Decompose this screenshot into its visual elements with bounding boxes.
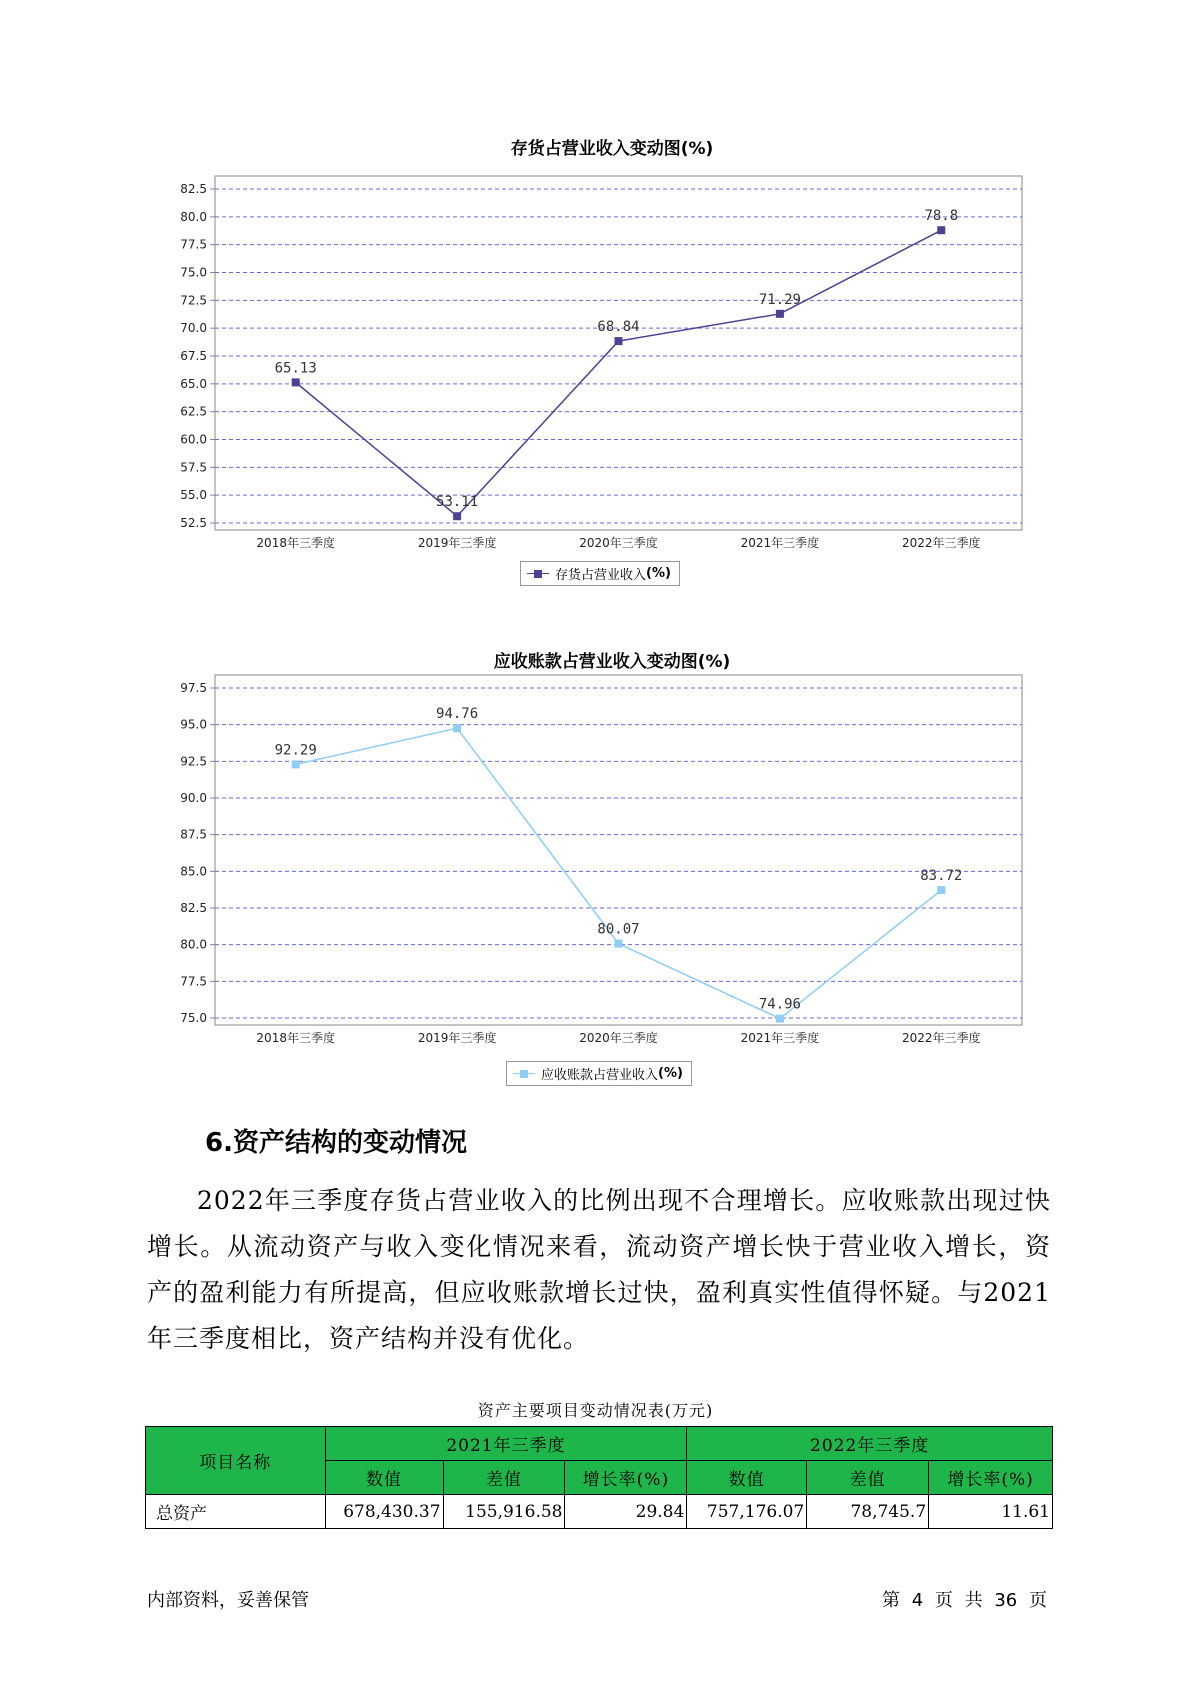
data-label: 74.96 [758, 996, 801, 1013]
y-tick-label: 75.0 [180, 265, 207, 280]
data-point [615, 940, 623, 948]
y-tick-label: 65.0 [180, 376, 207, 391]
x-tick-label: 2022年三季度 [902, 1031, 981, 1045]
legend-label: 应收账款占营业收入 [541, 1068, 659, 1083]
data-point [292, 760, 300, 768]
data-label: 78.8 [924, 208, 959, 225]
footer-page-number: 第 4 页 共 36 页 [882, 1590, 1047, 1611]
data-point [937, 886, 945, 894]
data-label: 92.29 [274, 742, 317, 759]
subheader-diff: 差值 [807, 1461, 929, 1495]
subheader-value: 数值 [325, 1461, 443, 1495]
y-tick-label: 92.5 [180, 754, 207, 769]
y-tick-label: 72.5 [180, 293, 207, 308]
x-tick-label: 2021年三季度 [740, 536, 820, 550]
x-tick-label: 2019年三季度 [417, 1031, 497, 1045]
cell-value: 678,430.37 [325, 1495, 443, 1529]
x-tick-label: 2022年三季度 [902, 536, 981, 550]
subheader-growth: 增长率(%) [565, 1461, 687, 1495]
y-tick-label: 60.0 [180, 432, 207, 447]
y-tick-label: 67.5 [180, 349, 207, 363]
legend-label: 存货占营业收入 [555, 568, 647, 583]
chart-title: 存货占营业收入变动图(%) [510, 139, 714, 159]
header-period-2021: 2021年三季度 [325, 1427, 687, 1461]
data-point [776, 1015, 784, 1023]
y-tick-label: 85.0 [180, 864, 207, 879]
x-tick-label: 2020年三季度 [579, 1031, 658, 1045]
x-tick-label: 2021年三季度 [740, 1031, 820, 1045]
table-caption: 资产主要项目变动情况表(万元) [477, 1401, 714, 1420]
y-tick-label: 77.5 [180, 237, 207, 252]
subheader-value: 数值 [687, 1461, 807, 1495]
section-heading: 6.资产结构的变动情况 [205, 1128, 467, 1158]
footer-confidential-note: 内部资料，妥善保管 [147, 1590, 309, 1611]
data-label: 68.84 [597, 319, 640, 336]
y-tick-label: 80.0 [180, 209, 207, 224]
x-tick-label: 2018年三季度 [256, 1031, 335, 1045]
y-tick-label: 95.0 [180, 717, 207, 732]
cell-diff: 78,745.7 [807, 1495, 929, 1529]
y-tick-label: 57.5 [180, 460, 207, 475]
legend-unit: (%) [646, 566, 671, 581]
data-point [453, 724, 461, 732]
legend-unit: (%) [658, 1066, 683, 1081]
y-tick-label: 70.0 [180, 321, 207, 336]
header-item-name: 项目名称 [146, 1427, 326, 1495]
cell-growth: 29.84 [565, 1495, 687, 1529]
cell-diff: 155,916.58 [443, 1495, 565, 1529]
x-tick-label: 2020年三季度 [579, 536, 658, 550]
y-tick-label: 82.5 [180, 182, 207, 196]
y-tick-label: 90.0 [180, 791, 207, 805]
legend-line-marker-icon [513, 1069, 535, 1079]
chart-legend [506, 1061, 692, 1086]
table-row [146, 1495, 1053, 1529]
chart-title: 应收账款占营业收入变动图(%) [493, 652, 731, 672]
asset-change-table [145, 1426, 1053, 1529]
analysis-paragraph: 2022年三季度存货占营业收入的比例出现不合理增长。应收账款出现过快增长。从流动资产与收入变化情况来看，流动资产增长快于营业收入增长，资产的盈利能力有所提高，但应收账款增长过快，盈利真实性值得怀疑。与2021年三季度相比，资产结构并没有优化。 [147, 1186, 1051, 1353]
y-tick-label: 62.5 [180, 404, 207, 419]
y-tick-label: 87.5 [180, 827, 207, 842]
cell-growth: 11.61 [929, 1495, 1053, 1529]
y-tick-label: 97.5 [180, 681, 207, 695]
y-tick-label: 80.0 [180, 937, 207, 952]
y-tick-label: 52.5 [180, 516, 207, 530]
data-label: 94.76 [436, 706, 479, 723]
plot-area [215, 675, 1022, 1025]
data-label: 53.11 [436, 494, 479, 511]
table-header-row [146, 1427, 1053, 1461]
x-tick-label: 2018年三季度 [256, 536, 335, 550]
header-period-2022: 2022年三季度 [687, 1427, 1053, 1461]
subheader-diff: 差值 [443, 1461, 565, 1495]
row-name: 总资产 [146, 1495, 326, 1529]
data-label: 71.29 [758, 291, 801, 308]
y-tick-label: 82.5 [180, 901, 207, 915]
x-tick-label: 2019年三季度 [417, 536, 497, 550]
data-label: 65.13 [274, 360, 317, 377]
cell-value: 757,176.07 [687, 1495, 807, 1529]
data-label: 80.07 [597, 921, 640, 938]
y-tick-label: 77.5 [180, 974, 207, 989]
y-tick-label: 55.0 [180, 488, 207, 503]
data-label: 83.72 [920, 868, 963, 885]
y-tick-label: 75.0 [180, 1011, 207, 1025]
subheader-growth: 增长率(%) [929, 1461, 1053, 1495]
